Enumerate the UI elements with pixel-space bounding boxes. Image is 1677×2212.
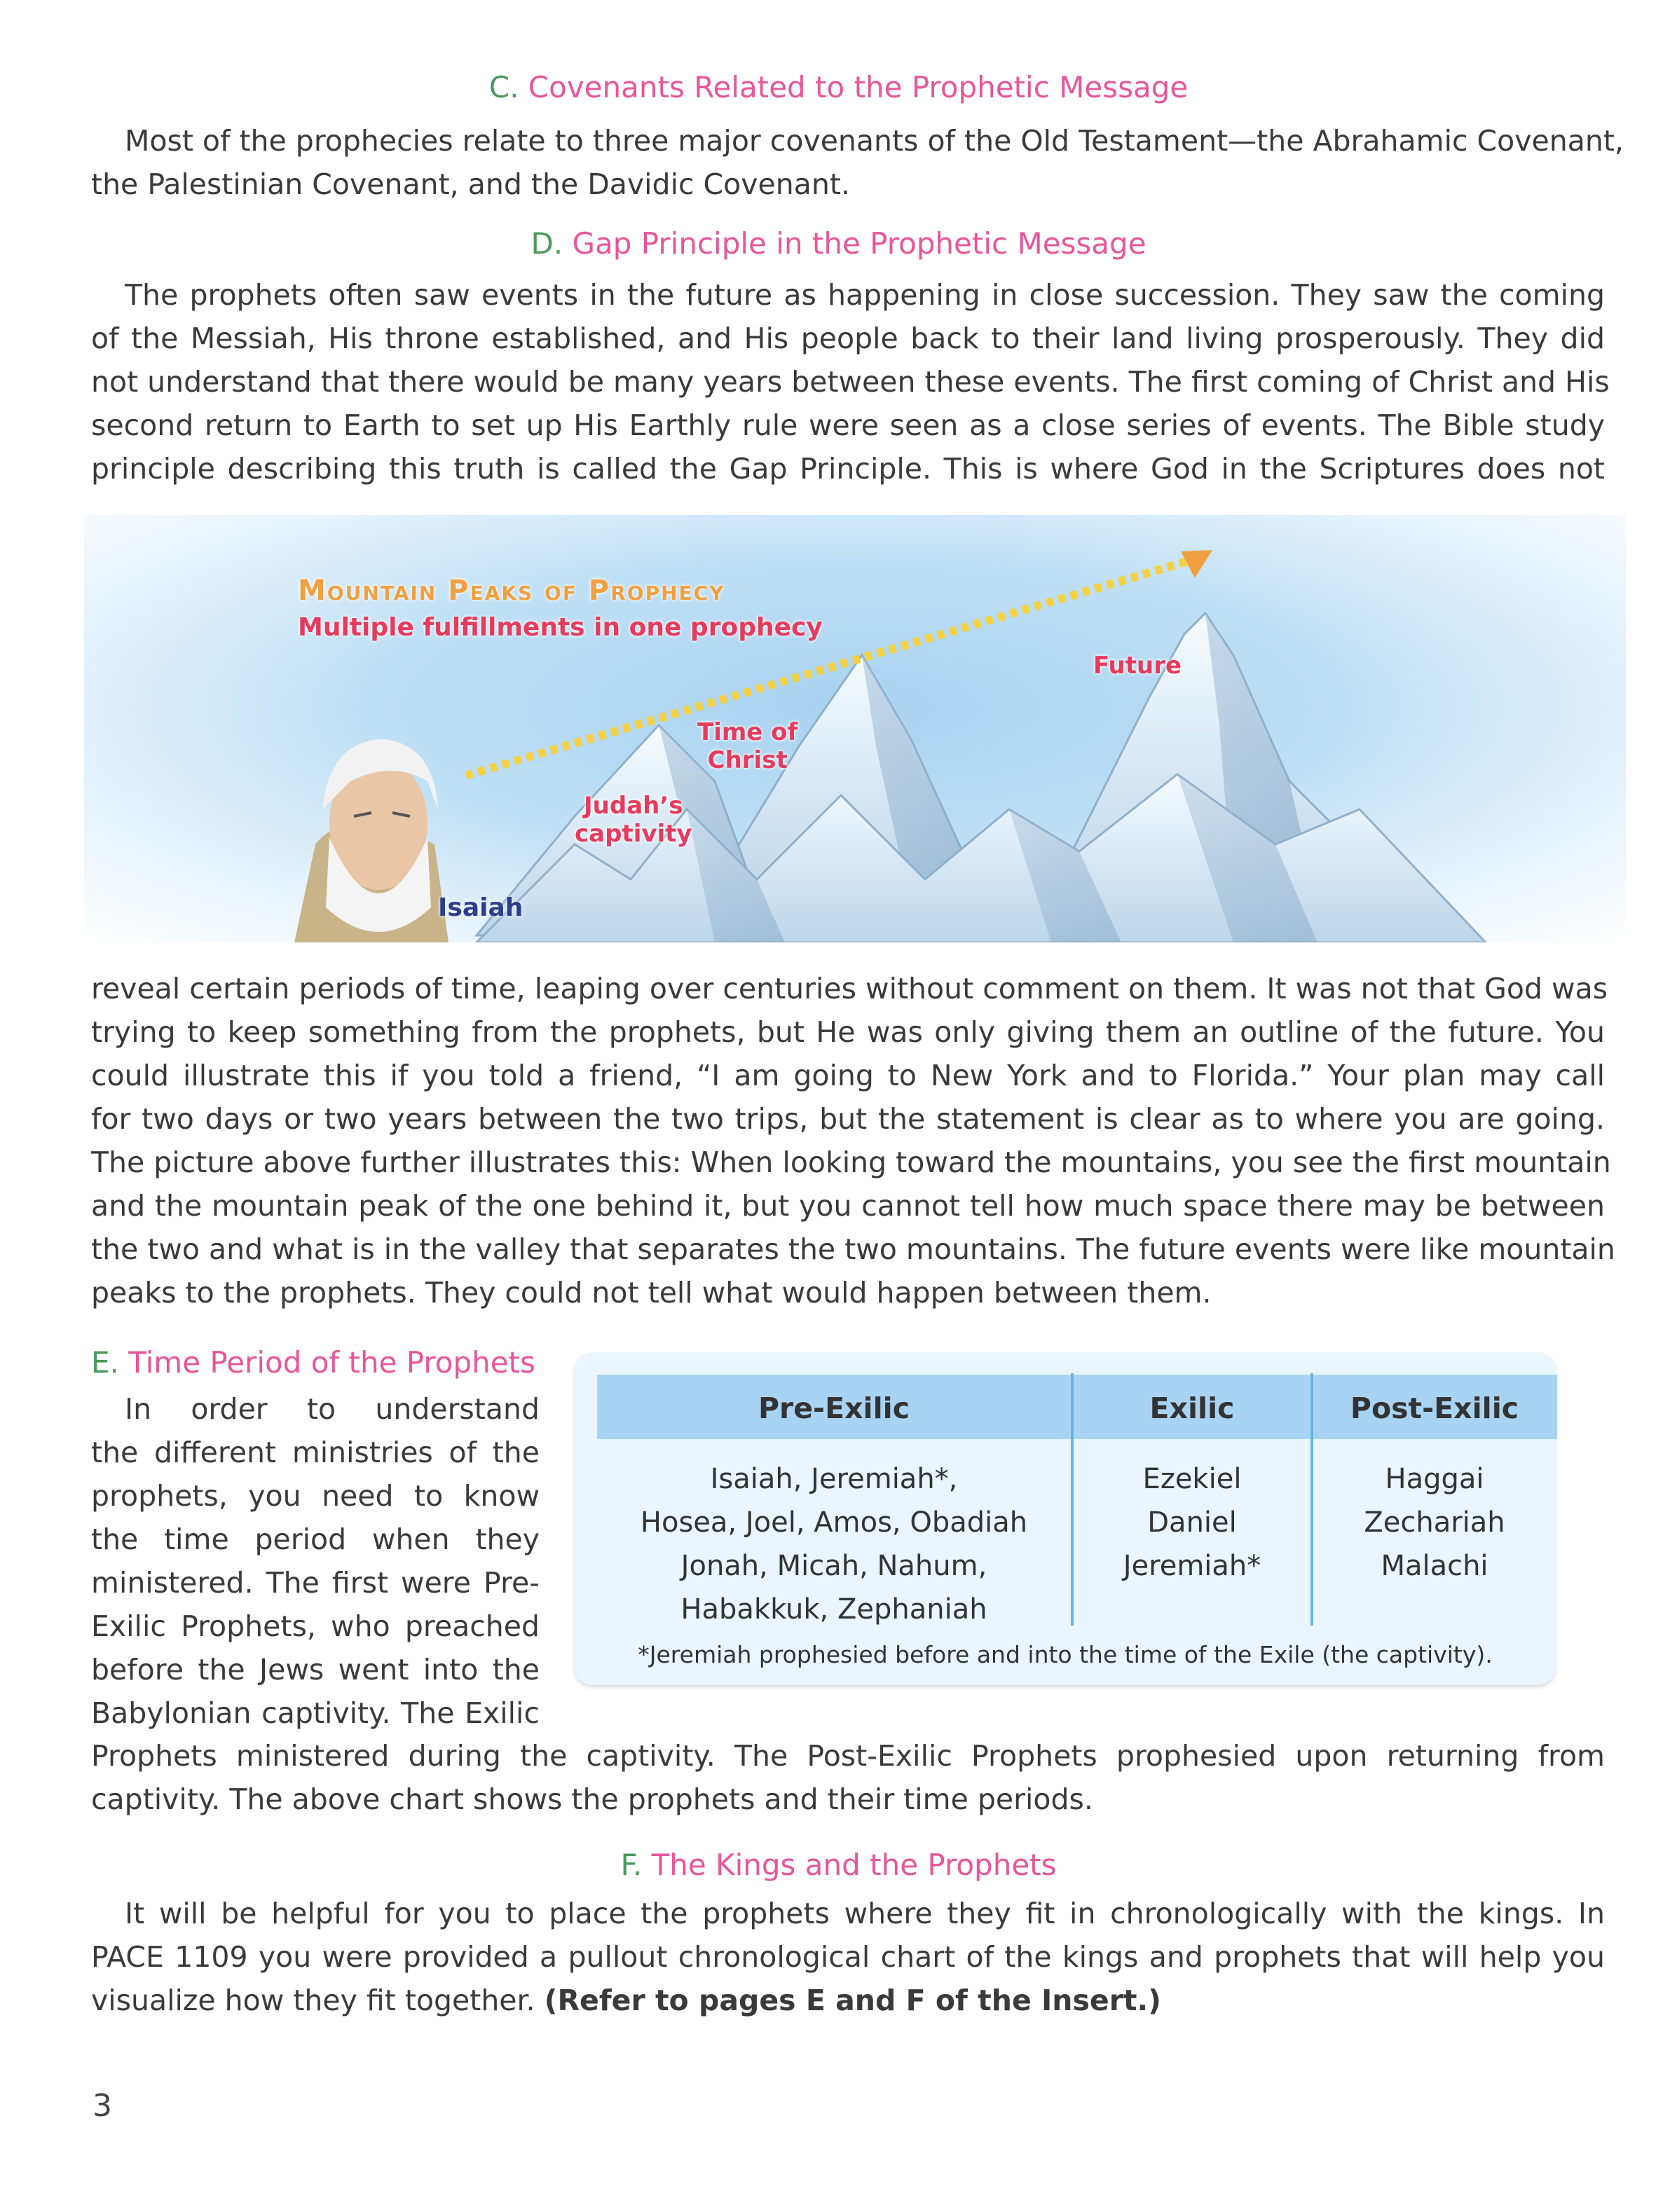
label-line: captivity [575,820,692,848]
text-line: not understand that there would be many years between these events. The first coming of Christ and His [91,365,1610,399]
header-pre-exilic: Pre-Exilic [758,1392,910,1425]
judah-captivity-label [575,792,692,848]
section-d-heading [0,226,1677,261]
exilic-cell [1074,1457,1310,1588]
text-line: Prophets ministered during the captivity. The Post-Exilic Prophets prophesied upon returning from [91,1739,1605,1773]
label-line: Judah’s [584,792,683,820]
text-line [91,1979,1605,2022]
section-f-body [91,1892,1605,2022]
section-f-heading [0,1848,1677,1882]
text-line: Babylonian captivity. The Exilic [91,1696,540,1730]
prophet-line: Isaiah, Jeremiah*, [710,1463,958,1495]
header-exilic: Exilic [1149,1392,1235,1425]
prophet-line: Zechariah [1364,1506,1505,1539]
text-line: and the mountain peak of the one behind it, but you cannot tell how much space there may be between [91,1189,1605,1223]
section-c-body [91,119,1624,206]
section-e-heading [91,1345,535,1380]
text-line: peaks to the prophets. They could not tell what would happen between them. [91,1276,1212,1310]
illustration-subtitle: Multiple fulfillments in one prophecy [298,613,823,642]
prophet-line: Ezekiel [1142,1463,1242,1495]
header-post-exilic: Post-Exilic [1350,1392,1519,1425]
pre-exilic-cell [597,1457,1071,1631]
text-line: Exilic Prophets, who preached [91,1609,540,1643]
table-footnote: *Jeremiah prophesied before and into the time of the Exile (the captivity). [638,1641,1493,1668]
prophet-line: Malachi [1381,1550,1488,1582]
text-line: The picture above further illustrates this: When looking toward the mountains, you see the first mountain [91,1146,1611,1179]
text-line: of the Messiah, His throne established, and His people back to their land living prosperously. They did [91,322,1605,355]
text-line: the Palestinian Covenant, and the Davidic Covenant. [91,167,850,201]
post-exilic-cell [1313,1457,1556,1588]
text-line: trying to keep something from the prophets, but He was only giving them an outline of the future. You [91,1015,1605,1049]
section-letter: C. [488,70,519,104]
section-d-body-top [91,273,1610,490]
isaiah-portrait [294,739,449,942]
section-letter: E. [91,1345,119,1380]
section-title: Gap Principle in the Prophetic Message [572,226,1146,261]
section-letter: D. [531,226,563,261]
section-c-heading [0,70,1677,104]
page-number: 3 [93,2088,112,2124]
text-line: ministered. The first were Pre- [91,1566,540,1600]
text-line: In order to understand [125,1392,540,1426]
text-line: PACE 1109 you were provided a pullout chronological chart of the kings and prophets that will help you [91,1940,1605,1974]
section-e-body-bottom [91,1734,1605,1821]
text-line: the two and what is in the valley that separates the two mountains. The future events were like mountain [91,1232,1615,1266]
prophet-line: Habakkuk, Zephaniah [680,1593,987,1626]
section-d-body-bottom [91,967,1615,1314]
text-line: the different ministries of the [91,1436,540,1469]
insert-reference: (Refer to pages E and F of the Insert.) [544,1984,1161,2017]
text-line: The prophets often saw events in the future as happening in close succession. They saw the coming [125,278,1605,312]
text-line: before the Jews went into the [91,1653,540,1687]
text-line: Most of the prophecies relate to three major covenants of the Old Testament—the Abrahamic Covenant, [125,124,1624,158]
illustration-title: Mountain Peaks of Prophecy [298,575,725,607]
text-line: for two days or two years between the two trips, but the statement is clear as to where you are going. [91,1102,1605,1136]
label-line: Time of [697,718,798,746]
section-title: Covenants Related to the Prophetic Message [528,70,1189,104]
text-line: the time period when they [91,1523,540,1556]
section-title: The Kings and the Prophets [651,1848,1057,1882]
text-line: principle describing this truth is called the Gap Principle. This is where God in the Scriptures does not [91,452,1605,486]
future-label: Future [1093,652,1182,680]
isaiah-label: Isaiah [438,893,523,922]
section-e-column [91,1387,540,1735]
prophet-line: Jonah, Micah, Nahum, [680,1550,987,1582]
section-title: Time Period of the Prophets [128,1345,535,1380]
time-of-christ-label [697,718,798,774]
prophet-line: Jeremiah* [1123,1550,1261,1582]
prophet-line: Daniel [1147,1506,1237,1539]
text-line: It will be helpful for you to place the prophets where they fit in chronologically with the kings. In [125,1897,1605,1930]
text-line: second return to Earth to set up His Earthly rule were seen as a close series of events. The Bible study [91,408,1605,442]
mountain-peaks-illustration [84,515,1626,942]
prophet-line: Hosea, Joel, Amos, Obadiah [640,1506,1028,1539]
section-letter: F. [620,1848,643,1882]
text-line: prophets, you need to know [91,1479,540,1513]
text-line: captivity. The above chart shows the prophets and their time periods. [91,1782,1093,1816]
text-fragment: visualize how they fit together. [91,1984,545,2017]
prophet-line: Haggai [1385,1463,1484,1495]
label-line: Christ [707,746,788,774]
text-line: could illustrate this if you told a friend, “I am going to New York and to Florida.” Your plan may call [91,1059,1605,1092]
text-line: reveal certain periods of time, leaping over centuries without comment on them. It was not that God was [91,972,1608,1005]
prophets-time-period-table [575,1352,1556,1685]
